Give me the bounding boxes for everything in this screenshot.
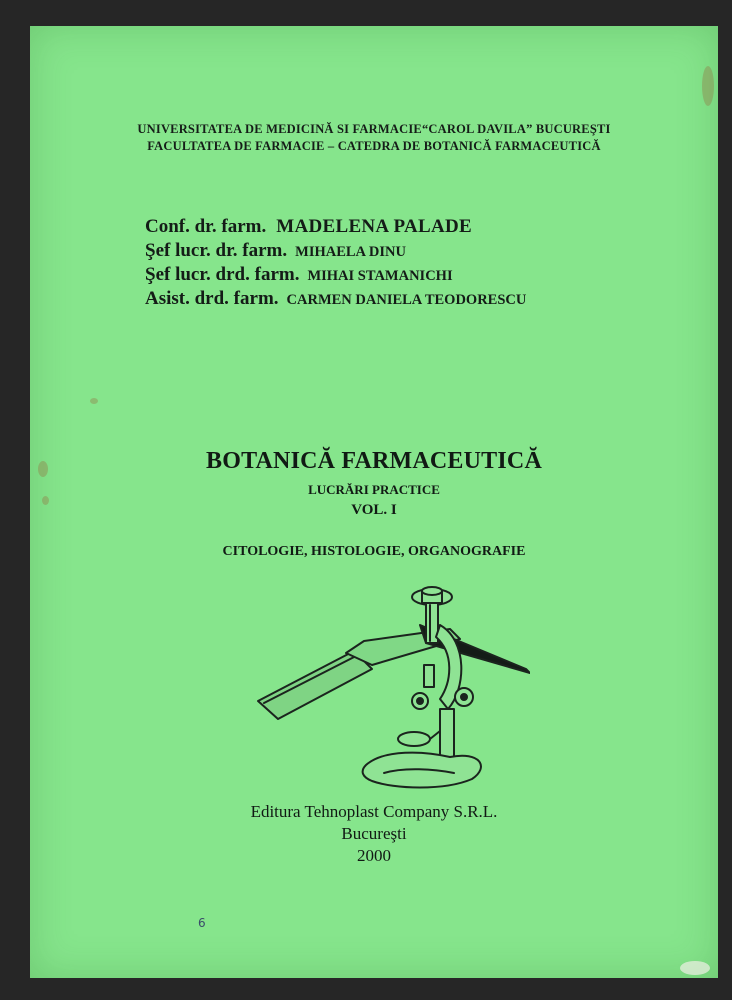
stain-mark bbox=[90, 398, 98, 404]
stain-mark bbox=[680, 961, 710, 975]
book-cover bbox=[30, 26, 718, 978]
microscope-icon bbox=[254, 581, 530, 793]
book-title: BOTANICĂ FARMACEUTICĂ bbox=[206, 448, 542, 474]
volume-label: VOL. I bbox=[351, 502, 397, 518]
publisher-name: Editura Tehnoplast Company S.R.L. bbox=[250, 802, 498, 821]
author-row bbox=[145, 264, 526, 288]
author-role: Asist. drd. farm. bbox=[145, 288, 279, 309]
author-name: MIHAELA DINU bbox=[295, 244, 406, 260]
handwritten-mark: 6 bbox=[198, 916, 206, 930]
author-row bbox=[145, 216, 526, 240]
publisher-city: Bucureşti bbox=[341, 824, 407, 843]
author-name: CARMEN DANIELA TEODORESCU bbox=[286, 292, 527, 308]
author-name: MIHAI STAMANICHI bbox=[307, 268, 453, 284]
author-list bbox=[145, 216, 526, 312]
author-row bbox=[145, 288, 526, 312]
author-role: Şef lucr. dr. farm. bbox=[145, 240, 288, 261]
author-row bbox=[145, 240, 526, 264]
author-name: MADELENA PALADE bbox=[276, 216, 472, 237]
institution-line-1: UNIVERSITATEA DE MEDICINĂ SI FARMACIE“CAROL DAVILA” BUCUREŞTI bbox=[137, 122, 611, 136]
book-subtitle: LUCRĂRI PRACTICE bbox=[308, 482, 440, 497]
institution-line-2: FACULTATEA DE FARMACIE – CATEDRA DE BOTANICĂ FARMACEUTICĂ bbox=[147, 139, 601, 153]
publication-year: 2000 bbox=[357, 846, 391, 865]
topics-line: CITOLOGIE, HISTOLOGIE, ORGANOGRAFIE bbox=[222, 544, 526, 559]
author-role: Şef lucr. drd. farm. bbox=[145, 264, 300, 285]
stain-mark bbox=[702, 66, 714, 106]
author-role: Conf. dr. farm. bbox=[145, 216, 267, 237]
